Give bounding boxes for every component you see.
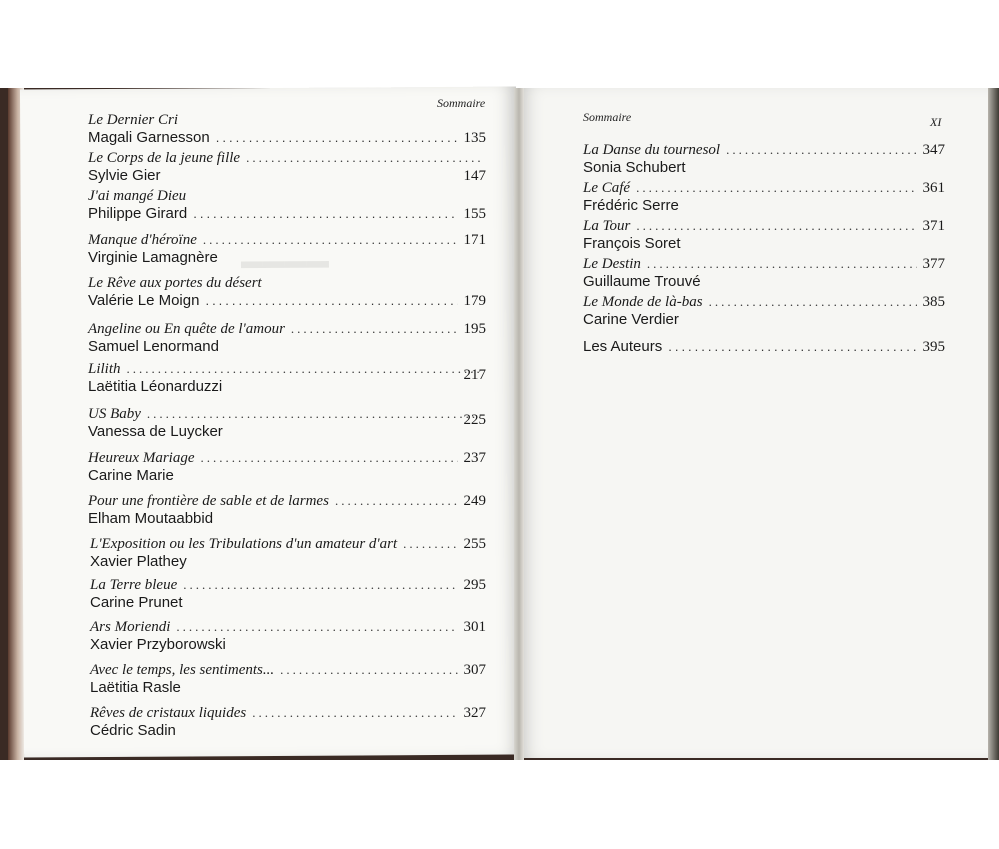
book-gutter xyxy=(514,88,524,760)
toc-title: Pour une frontière de sable et de larmes xyxy=(88,493,329,509)
toc-page: 217 xyxy=(463,367,486,383)
dot-leader xyxy=(726,142,916,158)
dot-leader xyxy=(647,256,917,272)
toc-title: US Baby xyxy=(88,406,141,422)
auteurs-label: Les Auteurs xyxy=(583,338,663,355)
toc-page: 307 xyxy=(463,662,486,678)
toc-entry[interactable] xyxy=(90,705,486,740)
toc-entry[interactable] xyxy=(88,406,486,441)
toc-entry[interactable] xyxy=(88,275,486,310)
toc-page: 179 xyxy=(463,293,486,309)
toc-page: 237 xyxy=(463,450,486,466)
toc-author: Sylvie Gier xyxy=(88,167,161,184)
toc-title: Heureux Mariage xyxy=(88,450,195,466)
toc-author: Laëtitia Léonarduzzi xyxy=(88,378,223,395)
toc-author: Samuel Lenormand xyxy=(88,338,219,355)
toc-title: Le Dernier Cri xyxy=(88,112,178,128)
toc-entry[interactable] xyxy=(583,180,945,215)
show-through-text: ▬▬▬▬ xyxy=(240,247,330,274)
running-header-right: Sommaire xyxy=(583,110,632,124)
toc-page: 249 xyxy=(463,493,486,509)
toc-title: La Tour xyxy=(583,218,631,234)
dot-leader xyxy=(252,705,457,721)
toc-author: Frédéric Serre xyxy=(583,197,679,214)
dot-leader xyxy=(403,536,457,552)
dot-leader xyxy=(193,205,457,223)
toc-entry[interactable] xyxy=(88,188,486,223)
toc-author: Valérie Le Moign xyxy=(88,292,200,309)
toc-page: 347 xyxy=(922,142,945,158)
toc-page: 255 xyxy=(463,536,486,552)
toc-page: 225 xyxy=(463,412,486,428)
toc-title: L'Exposition ou les Tribulations d'un amateur d'art xyxy=(90,536,398,552)
dot-leader xyxy=(636,180,916,196)
dot-leader xyxy=(335,493,458,509)
toc-author: Vanessa de Luycker xyxy=(88,423,223,440)
toc-entry[interactable] xyxy=(583,294,945,329)
toc-title: Le Destin xyxy=(583,256,641,272)
toc-title: Manque d'héroïne xyxy=(88,232,197,248)
toc-entry[interactable] xyxy=(90,536,486,571)
toc-author: Carine Marie xyxy=(88,467,174,484)
dot-leader xyxy=(205,292,457,310)
dot-leader xyxy=(636,218,916,234)
toc-entry[interactable] xyxy=(90,577,486,612)
toc-page: 135 xyxy=(463,130,486,146)
toc-title: Le Café xyxy=(583,180,631,196)
dot-leader xyxy=(709,294,917,310)
toc-title: Ars Moriendi xyxy=(90,619,171,635)
toc-entry[interactable] xyxy=(88,493,486,528)
toc-author: Xavier Plathey xyxy=(90,553,187,570)
toc-entry[interactable] xyxy=(90,619,486,654)
toc-entry[interactable] xyxy=(583,218,945,253)
toc-author: Xavier Przyborowski xyxy=(90,636,226,653)
toc-entry[interactable] xyxy=(88,150,486,185)
toc-page: 171 xyxy=(463,232,486,248)
toc-entry[interactable] xyxy=(88,321,486,356)
toc-title: La Danse du tournesol xyxy=(583,142,721,158)
toc-page: 327 xyxy=(463,705,486,721)
dot-leader xyxy=(176,619,457,635)
toc-author: Carine Verdier xyxy=(583,311,679,328)
toc-title: Angeline ou En quête de l'amour xyxy=(88,321,285,337)
dot-leader xyxy=(216,129,458,147)
dot-leader xyxy=(183,577,457,593)
toc-page: 395 xyxy=(922,339,945,355)
toc-entry-auteurs[interactable] xyxy=(583,338,945,356)
toc-page: 295 xyxy=(463,577,486,593)
toc-entry[interactable] xyxy=(88,112,486,147)
toc-author: Guillaume Trouvé xyxy=(583,273,701,290)
toc-author: Magali Garnesson xyxy=(88,129,210,146)
toc-entry[interactable] xyxy=(88,450,486,485)
toc-page: 377 xyxy=(922,256,945,272)
toc-page: 371 xyxy=(922,218,945,234)
toc-title: La Terre bleue xyxy=(90,577,178,593)
toc-author: Virginie Lamagnère xyxy=(88,249,218,266)
toc-title: Le Rêve aux portes du désert xyxy=(88,275,262,291)
dot-leader xyxy=(280,662,457,678)
toc-title: J'ai mangé Dieu xyxy=(88,188,187,204)
toc-entry[interactable] xyxy=(88,232,486,267)
toc-page: 155 xyxy=(463,206,486,222)
toc-author: Cédric Sadin xyxy=(90,722,176,739)
toc-page: 195 xyxy=(463,321,486,337)
dot-leader xyxy=(147,406,480,422)
running-header-left: Sommaire xyxy=(437,96,486,110)
dot-leader xyxy=(246,150,480,166)
toc-page: 361 xyxy=(922,180,945,196)
dot-leader xyxy=(668,339,916,354)
toc-author: Carine Prunet xyxy=(90,594,183,611)
toc-title: Le Monde de là-bas xyxy=(583,294,703,310)
toc-author: Sonia Schubert xyxy=(583,159,686,176)
toc-entry[interactable] xyxy=(88,361,486,396)
toc-entry[interactable] xyxy=(583,142,945,177)
toc-author: Philippe Girard xyxy=(88,205,188,222)
toc-page: 147 xyxy=(463,168,486,184)
toc-page: 301 xyxy=(463,619,486,635)
dot-leader xyxy=(127,361,480,377)
toc-entry[interactable] xyxy=(583,256,945,291)
toc-title: Rêves de cristaux liquides xyxy=(90,705,247,721)
toc-title: Avec le temps, les sentiments... xyxy=(90,662,275,678)
dot-leader xyxy=(203,232,458,248)
toc-title: Lilith xyxy=(88,361,121,377)
toc-title: Le Corps de la jeune fille xyxy=(88,150,241,166)
toc-author: Elham Moutaabbid xyxy=(88,510,214,527)
page-stack-edge-right xyxy=(988,88,999,760)
toc-author: François Soret xyxy=(583,235,681,252)
folio-number: XI xyxy=(930,115,942,129)
toc-page: 385 xyxy=(922,294,945,310)
dot-leader xyxy=(201,450,458,466)
dot-leader xyxy=(291,321,458,337)
toc-entry[interactable] xyxy=(90,662,486,697)
toc-author: Laëtitia Rasle xyxy=(90,679,181,696)
